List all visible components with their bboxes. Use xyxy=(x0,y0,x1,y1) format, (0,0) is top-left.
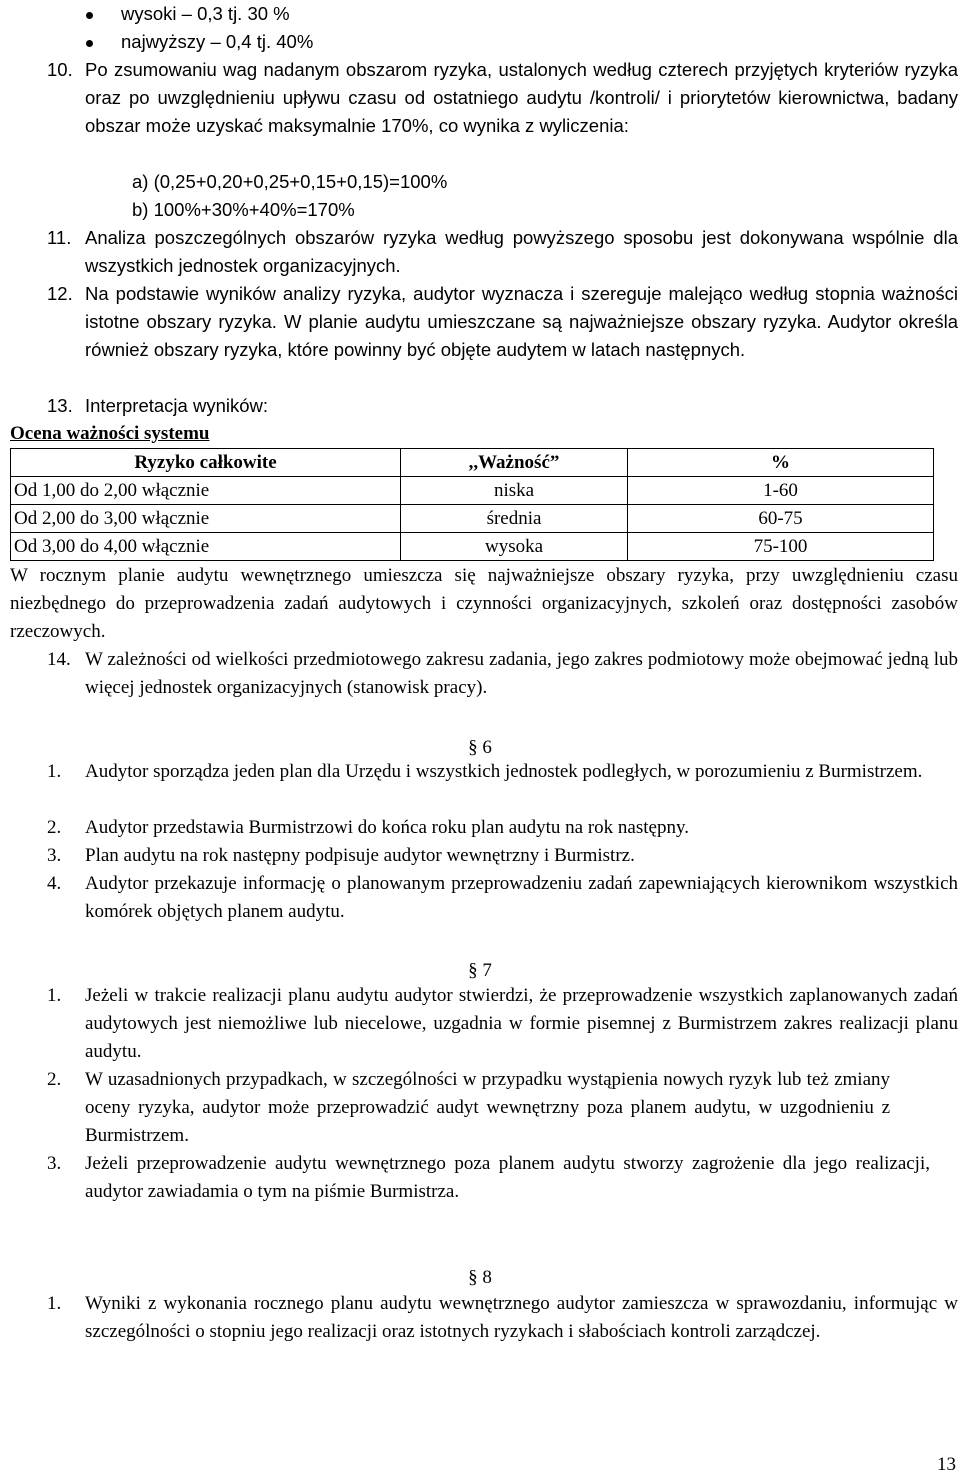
header-cell: ,,Ważność” xyxy=(401,449,628,477)
formula-b: b) 100%+30%+40%=170% xyxy=(132,199,355,220)
header-cell: Ryzyko całkowite xyxy=(11,449,401,477)
item-text: Po zsumowaniu wag nadanym obszarom ryzyka, ustalonych według czterech przyjętych kryteriów ryzyka oraz po uwzględnieniu upływu czasu od ostatniego audytu /kontroli/ i priorytetów kierownictwa, badany obszar może uzyskać maksymalnie 170%, co wynika z wyliczenia: xyxy=(85,59,958,136)
header-cell: % xyxy=(628,449,934,477)
item-text: Interpretacja wyników: xyxy=(85,395,269,416)
item-number: 1. xyxy=(47,761,62,782)
bullet-text: najwyższy – 0,4 tj. 40% xyxy=(121,31,314,52)
table-cell: Od 1,00 do 2,00 włącznie xyxy=(11,477,401,505)
item-number: 10. xyxy=(47,59,73,80)
item-text: Jeżeli przeprowadzenie audytu wewnętrznego poza planem audytu stworzy zagrożenie dla jego realizacji, audytor zawiadamia o tym na piśmie Burmistrza. xyxy=(85,1153,930,1202)
table-row xyxy=(11,505,934,533)
risk-assessment-table xyxy=(10,448,934,561)
item-text: W zależności od wielkości przedmiotowego zakresu zadania, jego zakres podmiotowy może obejmować jedną lub więcej jednostek organizacyjnych (stanowisk pracy). xyxy=(85,649,958,698)
item-number: 2. xyxy=(47,1069,62,1090)
table-cell: wysoka xyxy=(401,533,628,561)
table-cell: Od 2,00 do 3,00 włącznie xyxy=(11,505,401,533)
item-text: Plan audytu na rok następny podpisuje audytor wewnętrzny i Burmistrz. xyxy=(85,845,635,866)
item-number: 11. xyxy=(47,227,72,248)
item-number: 3. xyxy=(47,845,62,866)
table-row xyxy=(11,533,934,561)
section-6-heading: § 6 xyxy=(468,737,492,758)
after-table-paragraph: W rocznym planie audytu wewnętrznego umieszcza się najważniejsze obszary ryzyka, przy uwzględnieniu czasu niezbędnego do przeprowadzenia zadań audytowych i czynności organizacyjnych, szkoleń oraz dostępności zasobów rzeczowych. xyxy=(10,565,958,642)
formula-a: a) (0,25+0,20+0,25+0,15+0,15)=100% xyxy=(132,171,448,192)
document-page: wysoki – 0,3 tj. 30 % najwyższy – 0,4 tj. 40% 10. Po zsumowaniu wag nadanym obszarom ryzyka, ustalonych według czterech przyjętych kryteriów ryzyka oraz po uwzględnieniu upływu czasu od ostatniego audytu /kontroli/ i priorytetów kierownictwa, badany obszar może uzyskać maksymalnie 170%, co wynika z wyliczenia: a) (0,25+0,20+0,25+0,15+0,15)=100% b) 100%+30%+40%=170% 11. Analiza poszczególnych obszarów ryzyka według powyższego sposobu jest dokonywana wspólnie dla wszystkich jednostek organizacyjnych. 12. Na podstawie wyników analizy ryzyka, audytor wyznacza i szereguje malejąco według stopnia ważności istotne obszary ryzyka. W planie audytu umieszczane są najważniejsze obszary ryzyka. Audytor określa również obszary ryzyka, które powinny być objęte audytem w latach następnych. 13. Interpretacja wyników: Ocena ważności systemu Ryzyko całkowite ,,Ważność” % Od 1,00 do 2,00 włącznie niska 1-60 Od 2,00 do 3,00 włącznie średnia 60-75 Od 3,00 do 4,00 włącznie wysoka 75-100 W rocznym planie audytu wewnętrznego umieszcza się najważniejsze obszary ryzyka, przy uwzględnieniu czasu niezbędnego do przeprowadzenia zadań audytowych i czynności organizacyjnych, szkoleń oraz dostępności zasobów rzeczowych. 14. W zależności od wielkości przedmiotowego zakresu zadania, jego zakres podmiotowy może obejmować jedną lub więcej jednostek organizacyjnych (stanowisk pracy). § 6 1. Audytor sporządza jeden plan dla Urzędu i wszystkich jednostek podległych, w porozumieniu z Burmistrzem. 2. Audytor przedstawia Burmistrzowi do końca roku plan audytu na rok następny. 3. Plan audytu na rok następny podpisuje audytor wewnętrzny i Burmistrz. 4. Audytor przekazuje informację o planowanym przeprowadzeniu zadań zapewniających kierownikom wszystkich komórek objętych planem audytu. § 7 1. Jeżeli w trakcie realizacji planu audytu audytor stwierdzi, że przeprowadzenie wszystkich zaplanowanych zadań audytowych jest niemożliwe lub niecelowe, uzgadnia w formie pisemnej z Burmistrzem zakres realizacji planu audytu. 2. W uzasadnionych przypadkach, w szczególności w przypadku wystąpienia nowych ryzyk lub też zmiany oceny ryzyka, audytor może przeprowadzić audyt wewnętrzny poza planem audytu, w uzgodnieniu z Burmistrzem. 3. Jeżeli przeprowadzenie audytu wewnętrznego poza planem audytu stworzy zagrożenie dla jego realizacji, audytor zawiadamia o tym na piśmie Burmistrza. § 8 1. Wyniki z wykonania rocznego planu audytu wewnętrznego audytor zamieszcza w sprawozdaniu, informując w szczególności o stopniu jego realizacji oraz istotnych ryzykach i słabościach kontroli zarządczej. 13 xyxy=(0,0,960,1481)
bullet-dot xyxy=(86,40,93,47)
item-number: 3. xyxy=(47,1153,62,1174)
item-number: 13. xyxy=(47,395,73,416)
item-text: Audytor przekazuje informację o planowanym przeprowadzeniu zadań zapewniających kierownikom wszystkich komórek objętych planem audytu. xyxy=(85,873,958,922)
item-text: Jeżeli w trakcie realizacji planu audytu audytor stwierdzi, że przeprowadzenie wszystkich zaplanowanych zadań audytowych jest niemożliwe lub niecelowe, uzgadnia w formie pisemnej z Burmistrzem zakres realizacji planu audytu. xyxy=(85,985,958,1062)
item-number: 2. xyxy=(47,817,62,838)
page-number: 13 xyxy=(937,1454,956,1475)
item-number: 14. xyxy=(47,649,71,670)
section-7-heading: § 7 xyxy=(468,960,492,981)
table-cell: 1-60 xyxy=(628,477,934,505)
table-header-row xyxy=(11,449,934,477)
table-row xyxy=(11,477,934,505)
table-cell: Od 3,00 do 4,00 włącznie xyxy=(11,533,401,561)
section-8-heading: § 8 xyxy=(468,1267,492,1288)
item-number: 1. xyxy=(47,1293,62,1314)
item-number: 4. xyxy=(47,873,62,894)
item-text: Audytor sporządza jeden plan dla Urzędu i wszystkich jednostek podległych, w porozumieniu z Burmistrzem. xyxy=(85,761,923,782)
table-cell: 75-100 xyxy=(628,533,934,561)
item-text: Wyniki z wykonania rocznego planu audytu wewnętrznego audytor zamieszcza w sprawozdaniu, informując w szczególności o stopniu jego realizacji oraz istotnych ryzykach i słabościach kontroli zarządczej. xyxy=(85,1293,958,1342)
bullet-text: wysoki – 0,3 tj. 30 % xyxy=(121,3,290,24)
item-text: W uzasadnionych przypadkach, w szczególności w przypadku wystąpienia nowych ryzyk lub też zmiany oceny ryzyka, audytor może przeprowadzić audyt wewnętrzny poza planem audytu, w uzgodnieniu z Burmistrzem. xyxy=(85,1069,890,1146)
bullet-dot xyxy=(86,12,93,19)
item-number: 1. xyxy=(47,985,62,1006)
table-cell: średnia xyxy=(401,505,628,533)
item-text: Na podstawie wyników analizy ryzyka, audytor wyznacza i szereguje malejąco według stopnia ważności istotne obszary ryzyka. W planie audytu umieszczane są najważniejsze obszary ryzyka. Audytor określa również obszary ryzyka, które powinny być objęte audytem w latach następnych. xyxy=(85,283,958,360)
item-text: Audytor przedstawia Burmistrzowi do końca roku plan audytu na rok następny. xyxy=(85,817,689,838)
table-cell: niska xyxy=(401,477,628,505)
table-cell: 60-75 xyxy=(628,505,934,533)
item-text: Analiza poszczególnych obszarów ryzyka według powyższego sposobu jest dokonywana wspólnie dla wszystkich jednostek organizacyjnych. xyxy=(85,227,958,276)
item-number: 12. xyxy=(47,283,73,304)
